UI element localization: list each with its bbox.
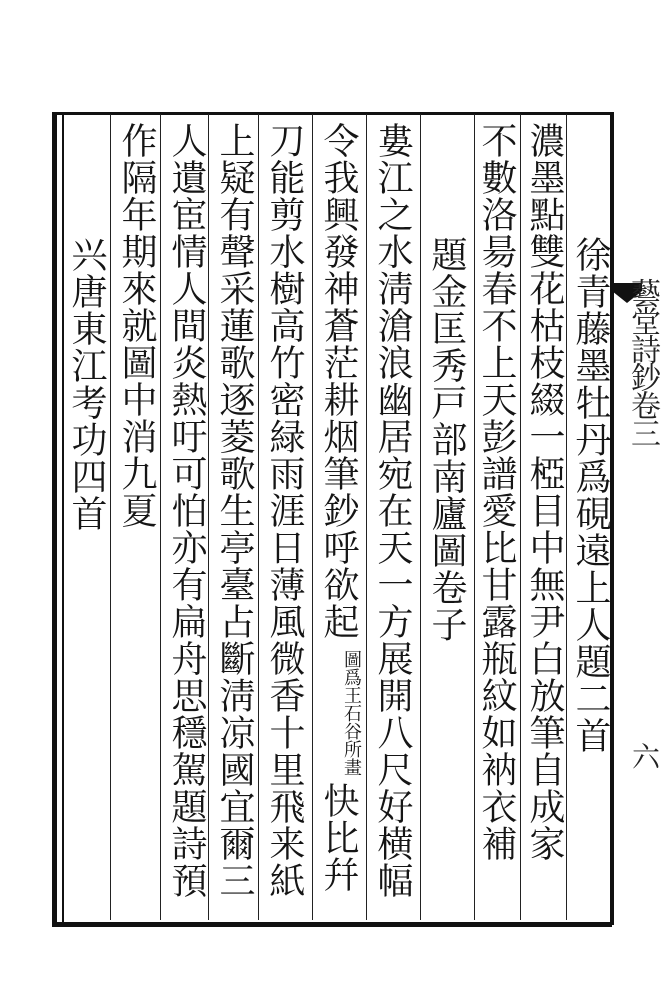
margin-book-title: 藝堂詩鈔卷三 (625, 278, 660, 446)
column-rule (520, 114, 521, 920)
text-column: 令我興發神蒼茫耕烟筆鈔呼欲起 (318, 122, 359, 640)
column-rule (110, 114, 111, 920)
text-column: 婁江之水淸滄浪幽居宛在天一方展開八尺好横幅 (372, 122, 413, 899)
column-rule (312, 114, 313, 920)
text-column: 作隔年期來就圖中消九夏 (116, 122, 157, 529)
frame-inner-left-border (62, 112, 64, 925)
column-rule (160, 114, 161, 920)
column-rule (258, 114, 259, 920)
text-column: 人遺宦情人間炎熱吁可怕亦有扁舟思穩駕題詩預 (166, 122, 207, 899)
poem-title-line: 題金匡秀戸部南廬圖卷子 (426, 236, 467, 643)
column-rule (420, 114, 421, 920)
poem-title-line: 徐青藤墨牡丹爲硯遠上人題二首 (570, 236, 611, 754)
column-rule (208, 114, 209, 920)
column-rule (474, 114, 475, 920)
frame-left-border (52, 112, 57, 925)
text-column: 不數洛昜春不上天彭譜愛比甘露瓶紋如衲衣補 (476, 122, 517, 862)
text-column: 上疑有聲采蓮歌逐菱歌生亭臺占斷淸凉國宜爾三 (214, 122, 255, 899)
interlinear-note: 圖爲王石谷所畫 (341, 650, 362, 776)
column-rule (566, 114, 567, 920)
poem-title-line: 兴唐東江考功四首 (66, 236, 107, 532)
text-column: 刀能剪水樹高竹密緑雨涯日薄風微香十里飛来紙 (264, 122, 305, 899)
margin-page-number: 六 (628, 742, 661, 770)
text-column-continuation: 快比幷 (318, 782, 359, 893)
frame-bottom-border (52, 922, 612, 927)
column-rule (366, 114, 367, 920)
text-column: 濃墨點雙花枯枝綴一椏目中無尹白放筆自成家 (524, 122, 565, 862)
frame-top-border (52, 112, 612, 115)
